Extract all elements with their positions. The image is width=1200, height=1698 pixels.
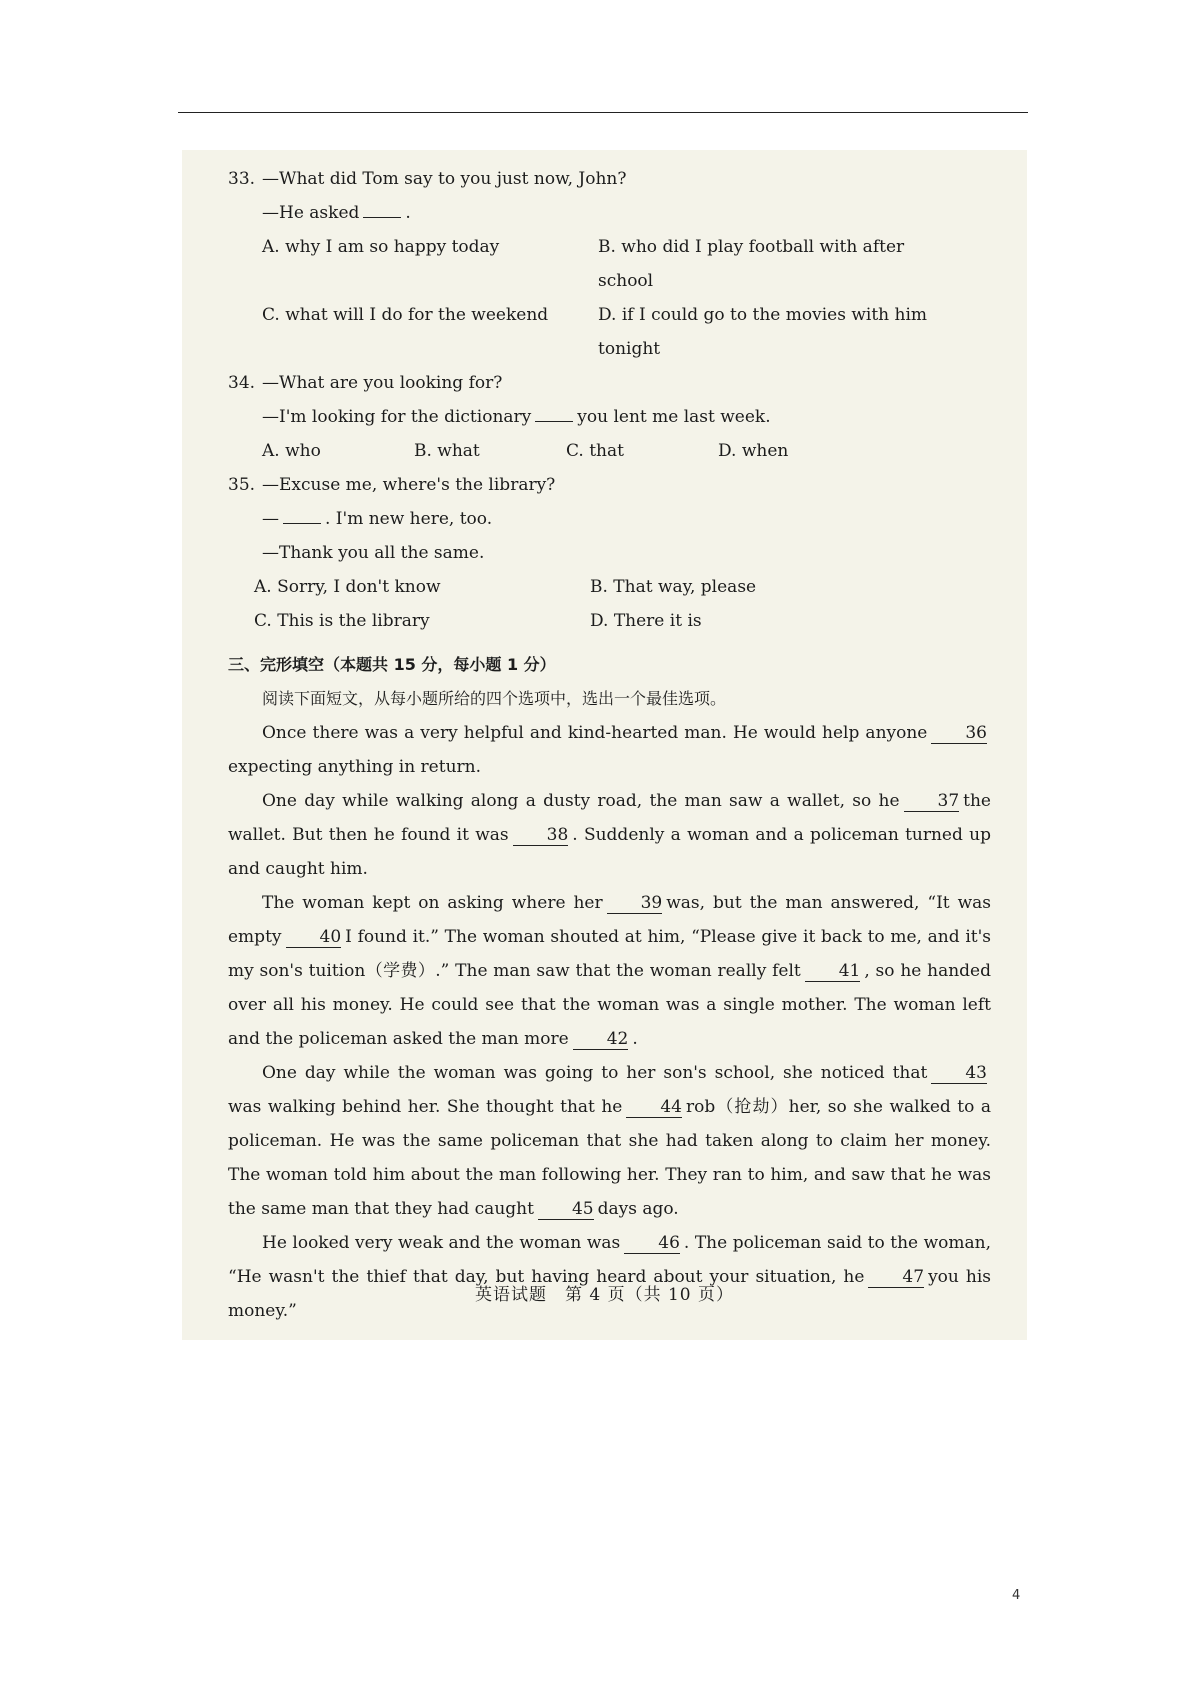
scanned-exam-page [182, 150, 1027, 1340]
answer-blank [535, 421, 573, 422]
option-d: D. if I could go to the movies with him tonight [598, 305, 928, 359]
answer-blank [363, 217, 401, 218]
response-text: — [262, 509, 279, 529]
blank-43: 43 [931, 1063, 987, 1084]
question-35 [228, 468, 991, 638]
response-text-after: you lent me last week. [577, 407, 771, 427]
question-prompt: —What did Tom say to you just now, John? [262, 169, 627, 189]
passage-paragraph-2: One day while walking along a dusty road, the man saw a wallet, so he 37 the wallet. But then he found it was 38 . Suddenly a woman and a policeman turned up and caught him. [228, 791, 991, 879]
question-number: 35. [228, 475, 256, 495]
option-c: C. what will I do for the weekend [262, 305, 549, 325]
option-b: B. who did I play football with after school [598, 237, 905, 291]
section-instruction: 阅读下面短文，从每小题所给的四个选项中，选出一个最佳选项。 [262, 689, 727, 708]
blank-41: 41 [805, 961, 861, 982]
response-text-after: . I'm new here, too. [325, 509, 493, 529]
passage-paragraph-5: He looked very weak and the woman was 46 . The policeman said to the woman, “He wasn't the thief that day, but having heard about your situation, he 47 you his money.” [228, 1233, 992, 1321]
blank-45: 45 [538, 1199, 594, 1220]
blank-42: 42 [573, 1029, 629, 1050]
passage-paragraph-1: Once there was a very helpful and kind-hearted man. He would help anyone 36expecting anything in return. [228, 723, 987, 777]
option-b: B. That way, please [590, 577, 757, 597]
blank-36: 36 [931, 723, 987, 744]
reply-text: —Thank you all the same. [262, 543, 485, 563]
response-text: —He asked [262, 203, 360, 223]
blank-37: 37 [904, 791, 960, 812]
answer-blank [283, 523, 321, 524]
page-number: 4 [1012, 1588, 1021, 1603]
option-d: D. when [718, 441, 789, 461]
passage-paragraph-4: One day while the woman was going to her son's school, she noticed that 43was walking behind her. She thought that he 44 rob（抢劫）her, so she walked to a policeman. He was the same policeman that she had taken along to claim her money. The woman told him about the man following her. They ran to him, and saw that he was the same man that they had caught 45 days ago. [228, 1063, 991, 1219]
blank-46: 46 [624, 1233, 680, 1254]
question-prompt: —Excuse me, where's the library? [262, 475, 556, 495]
option-c: C. that [566, 441, 624, 461]
question-number: 33. [228, 169, 256, 189]
header-rule [178, 112, 1028, 113]
question-number: 34. [228, 373, 256, 393]
option-a: A. Sorry, I don't know [254, 577, 441, 597]
blank-40: 40 [286, 927, 342, 948]
option-c: C. This is the library [254, 611, 430, 631]
question-34 [228, 366, 991, 468]
option-a: A. why I am so happy today [262, 237, 500, 257]
blank-39: 39 [607, 893, 663, 914]
response-text-after: . [405, 203, 411, 223]
option-d: D. There it is [590, 611, 702, 631]
passage-paragraph-3: The woman kept on asking where her 39 was, but the man answered, “It was empty 40 I found it.” The woman shouted at him, “Please give it back to me, and it's my son's tuition（学费）.” The man saw that the woman really felt 41 , so he handed over all his money. He could see that the woman was a single mother. The woman left and the policeman asked the man more 42 . [228, 893, 991, 1049]
blank-44: 44 [626, 1097, 682, 1118]
question-prompt: —What are you looking for? [262, 373, 503, 393]
option-b: B. what [414, 441, 480, 461]
blank-38: 38 [513, 825, 569, 846]
section-title: 三、完形填空（本题共 15 分，每小题 1 分） [228, 655, 556, 674]
blank-47: 47 [868, 1267, 924, 1288]
question-33 [228, 162, 991, 366]
page-footer: 英语试题 第 4 页（共 10 页） [474, 1285, 735, 1305]
response-text: —I'm looking for the dictionary [262, 407, 532, 427]
option-a: A. who [262, 441, 321, 461]
